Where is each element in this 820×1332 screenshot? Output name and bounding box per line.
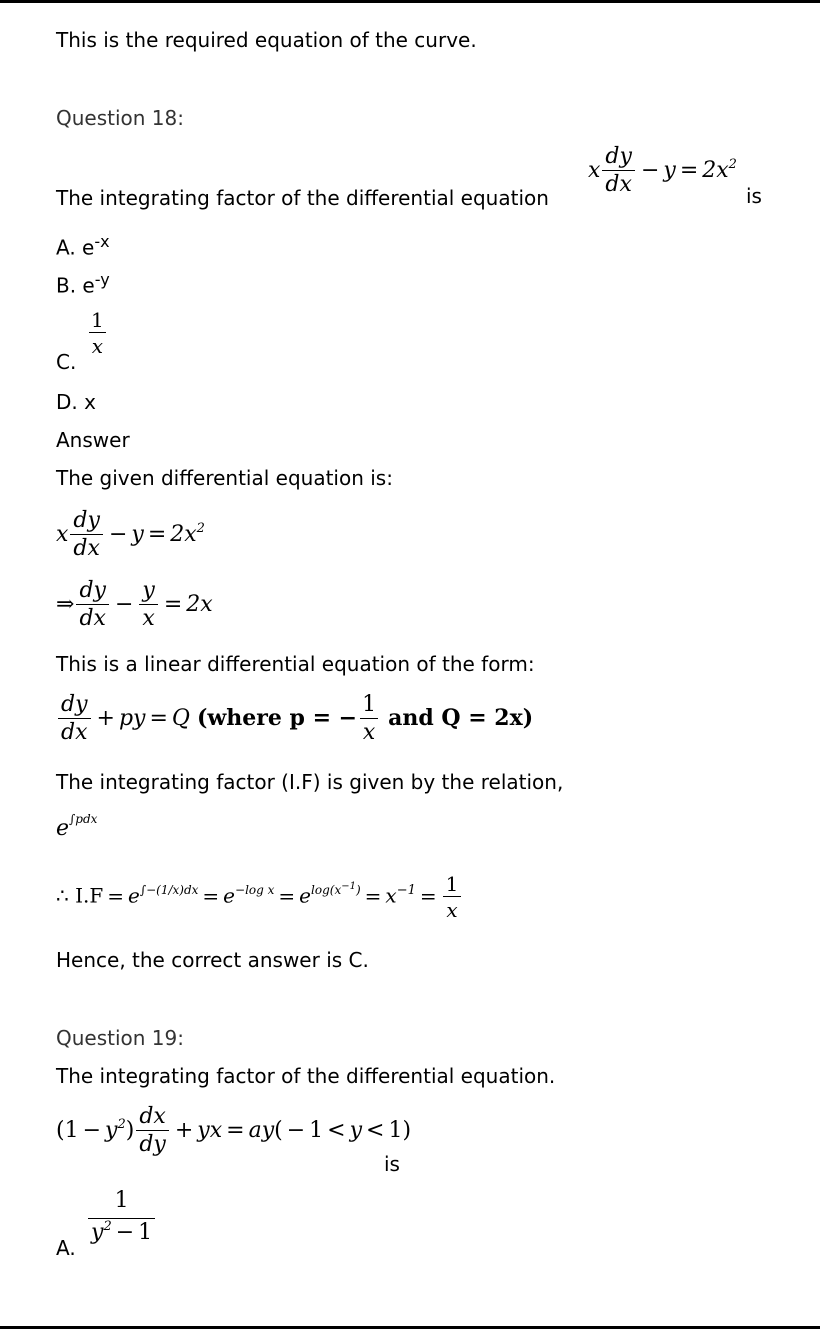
previous-conclusion: This is the required equation of the curve. (56, 28, 477, 52)
q18-stem-end: is (746, 184, 762, 208)
bottom-rule (0, 1326, 820, 1329)
conclusion-text: Hence, the correct answer is C. (56, 948, 369, 972)
question-18-heading: Question 18: (56, 106, 184, 130)
q19-option-a: A. (56, 1236, 76, 1260)
option-c: C. (56, 350, 77, 374)
option-c-fraction: $\frac{1}{x}$ (86, 310, 109, 356)
given-text: The given differential equation is: (56, 466, 393, 490)
if-computation: ∴ $I.F = e^{\int-(1/x)dx} = e^{-log x} = e^{log(x^{-1})} = x^{-1}$ = $\frac{1}{x}$ (56, 874, 463, 920)
question-19-heading: Question 19: (56, 1026, 184, 1050)
option-d: D. x (56, 390, 96, 414)
linear-form-equation: $\frac{dy}{dx}$ + py = Q (where p = − $\frac{1}{x}$ and Q = 2x) (56, 694, 533, 744)
q19-stem-end: is (384, 1152, 400, 1176)
option-b: B. $e^{-y}$ (56, 270, 110, 298)
q18-equation: x $\frac{dy}{dx}$ − $y = 2x^2$ (588, 144, 737, 197)
given-equation: x $\frac{dy}{dx}$ − $y = 2x^2$ (56, 508, 205, 561)
option-a: A. $e^{-x}$ (56, 232, 110, 260)
q19-option-a-fraction: $\frac{1}{y^2 - 1}$ (86, 1190, 157, 1244)
q19-stem: The integrating factor of the differential equation. (56, 1064, 556, 1088)
q18-stem: The integrating factor of the differential equation (56, 186, 549, 210)
rearranged-equation: ⇒ $\frac{dy}{dx}$ − $\frac{y}{x}$ = 2x (56, 578, 213, 631)
linear-form-text: This is a linear differential equation of the form: (56, 652, 535, 676)
top-rule (0, 0, 820, 3)
if-formula: $e^{\int pdx}$ (56, 812, 98, 841)
answer-label: Answer (56, 428, 130, 452)
q19-equation: $(1 - y^2)$ $\frac{dx}{dy}$ + yx = ay( − 1 < y < 1) (56, 1104, 412, 1157)
if-relation-text: The integrating factor (I.F) is given by the relation, (56, 770, 564, 794)
